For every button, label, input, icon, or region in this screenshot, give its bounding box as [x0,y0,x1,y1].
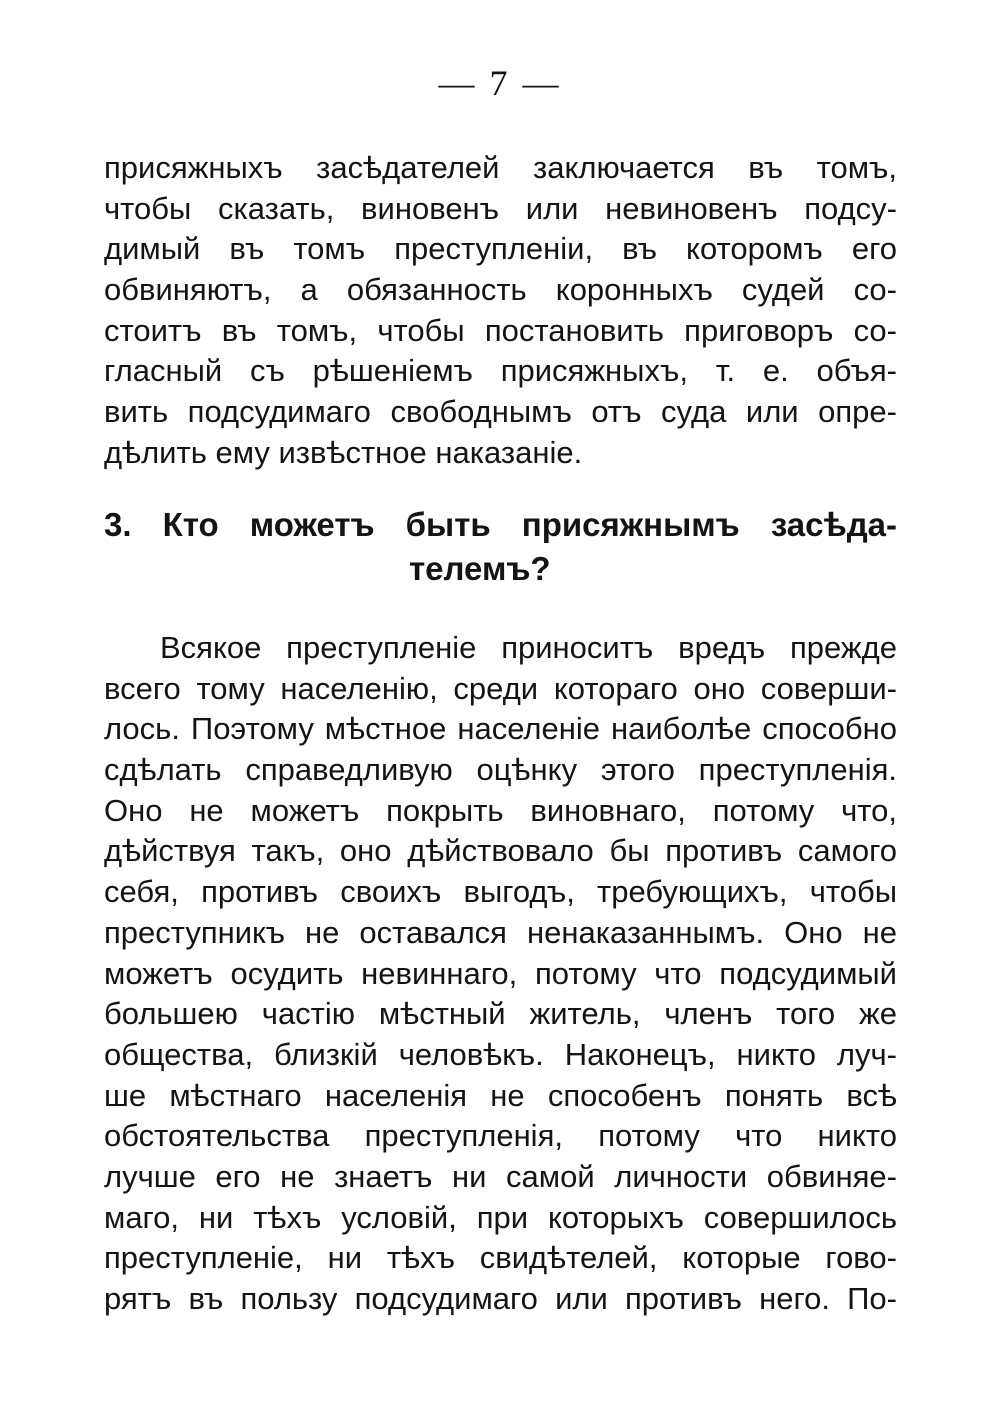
text-line: димый въ томъ преступленіи, въ которомъ его [104,231,897,267]
section-heading [104,503,897,591]
paragraph-1 [104,148,897,474]
text-line: чтобы сказать, виновенъ или невиновенъ подсу- [104,190,897,226]
text-line: себя, противъ своихъ выгодъ, требующихъ, чтобы [104,874,897,910]
text-line: сдѣлать справедливую оцѣнку этого преступленія. [104,752,897,788]
text-line: Оно не можетъ покрыть виновнаго, потому что, [104,792,897,828]
text-line: большею частію мѣстный житель, членъ того же [104,996,897,1032]
text-line: дѣлить ему извѣстное наказаніе. [104,434,583,470]
text-line: дѣйствуя такъ, оно дѣйствовало бы противъ самого [104,833,897,869]
page-number: — 7 — [438,63,562,103]
text-line: рятъ въ пользу подсудимаго или противъ него. По- [104,1281,897,1316]
text-line: маго, ни тѣхъ условій, при которыхъ совершилось [104,1199,897,1235]
text-line: стоитъ въ томъ, чтобы постановить приговоръ со- [104,312,897,348]
text-line: обстоятельства преступленія, потому что никто [104,1118,897,1154]
text-line: гласный съ рѣшеніемъ присяжныхъ, т. е. объя- [104,353,897,389]
text-line: ше мѣстнаго населенія не способенъ понять всѣ [104,1077,897,1113]
section-heading-line: 3. Кто можетъ быть присяжнымъ засѣда- [104,506,897,543]
text-line: всего тому населенію, среди котораго оно соверши- [104,670,897,706]
text-line: вить подсудимаго свободнымъ отъ суда или опре- [104,394,897,430]
text-line: преступленіе, ни тѣхъ свидѣтелей, которые гово- [104,1240,897,1276]
paragraph-2 [104,628,897,1320]
text-line: лось. Поэтому мѣстное населеніе наиболѣе способно [104,711,897,747]
text-line: можетъ осудить невиннаго, потому что подсудимый [104,955,897,991]
text-line: общества, близкій человѣкъ. Наконецъ, никто луч- [104,1036,897,1072]
text-line: преступникъ не оставался ненаказаннымъ. Оно не [104,914,897,950]
text-line: Всякое преступленіе приноситъ вредъ прежде [160,630,897,665]
text-line: обвиняютъ, а обязанность коронныхъ судей со- [104,272,897,308]
section-heading-line: телемъ? [409,550,551,587]
text-line: лучше его не знаетъ ни самой личности обвиняе- [104,1158,897,1194]
text-line: присяжныхъ засѣдателей заключается въ томъ, [104,150,897,185]
